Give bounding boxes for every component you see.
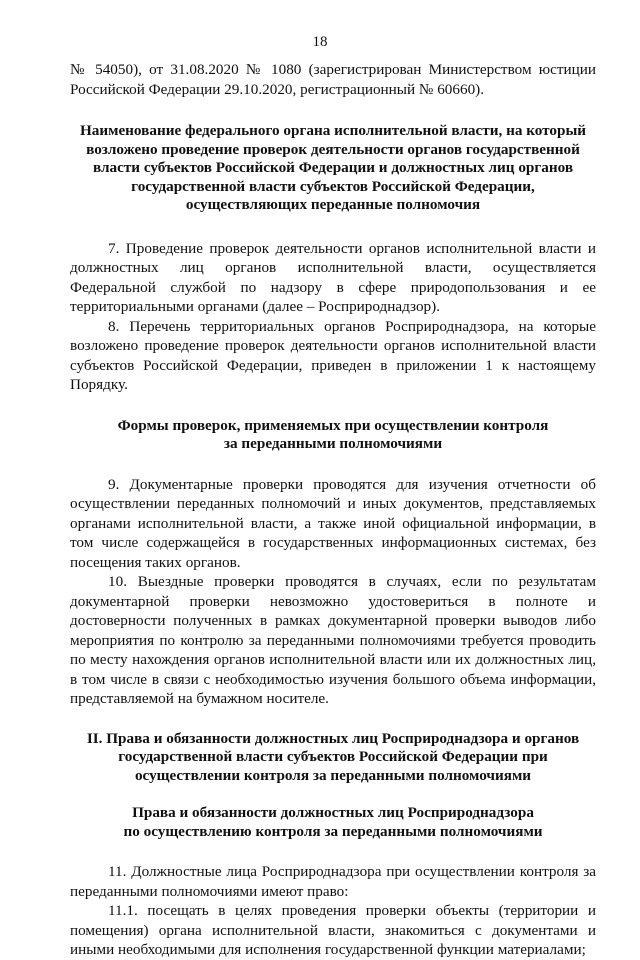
heading-rights-and-duties-line-2: по осуществлению контроля за переданными полномочиями <box>123 822 543 840</box>
document-body <box>70 60 596 960</box>
heading-federal-body <box>70 122 596 215</box>
paragraph-9: 9. Документарные проверки проводятся для изучения отчетности об осуществлении переданных полномочий и иных документов, представляемых органами исполнительной власти, а также иной официальной информации, в том числе содержащейся в государственных информационных системах, без посещения таких органов. <box>70 475 596 571</box>
heading-rights-and-duties-line-1: Права и обязанности должностных лиц Росприроднадзора <box>132 804 534 821</box>
page-number: 18 <box>312 34 328 50</box>
heading-inspection-forms-line-2: за переданными полномочиями <box>223 435 443 452</box>
heading-section-ii-line-2: государственной власти субъектов Российской Федерации при <box>118 748 548 765</box>
paragraph-11: 11. Должностные лица Росприроднадзора при осуществлении контроля за переданными полномочиями имеют право: <box>70 863 596 900</box>
heading-section-ii-line-1: II. Права и обязанности должностных лиц Росприроднадзора и органов <box>86 729 580 747</box>
paragraph-11-1: 11.1. посещать в целях проведения проверки объекты (территории и помещения) органа исполнительной власти, знакомиться с документами и иными необходимыми для исполнения государственной функции материалами; <box>70 902 596 958</box>
heading-section-ii-line-3: осуществлении контроля за переданными полномочиями <box>134 766 532 784</box>
heading-federal-body-line-4: государственной власти субъектов Российской Федерации, <box>131 177 535 195</box>
heading-rights-and-duties <box>70 804 596 841</box>
intro-paragraph: № 54050), от 31.08.2020 № 1080 (зарегистрирован Министерством юстиции Российской Федерации 29.10.2020, регистрационный № 60660). <box>70 61 596 98</box>
heading-federal-body-line-2: возложено проведение проверок деятельности органов государственной <box>86 140 580 158</box>
heading-inspection-forms-line-1: Формы проверок, применяемых при осуществлении контроля <box>117 416 549 434</box>
paragraph-10: 10. Выездные проверки проводятся в случаях, если по результатам документарной проверки невозможно удостовериться в полноте и достоверности полученных в рамках документарной проверки выводов либо мероприятия по контролю за переданными полномочиями требуется проводить по месту нахождения органов исполнительной власти или их должностных лиц, в том числе в связи с необходимостью изучения большого объема информации, представляемой на бумажном носителе. <box>70 573 596 707</box>
paragraph-7: 7. Проведение проверок деятельности органов исполнительной власти и должностных лиц органов исполнительной власти, осуществляется Федеральной службой по надзору в сфере природопользования и ее территориальными органами (далее – Росприроднадзор). <box>70 239 596 315</box>
heading-federal-body-line-3: власти субъектов Российской Федерации и должностных лиц органов <box>92 159 574 176</box>
heading-inspection-forms <box>70 417 596 454</box>
paragraph-8: 8. Перечень территориальных органов Росприроднадзора, на которые возложено проведение проверок деятельности органов исполнительной власти субъектов Российской Федерации, приведен в приложении 1 к настоящему Порядку. <box>70 317 596 393</box>
heading-section-ii <box>70 730 596 786</box>
heading-federal-body-line-1: Наименование федерального органа исполнительной власти, на который <box>79 122 587 139</box>
heading-federal-body-line-5: осуществляющих переданные полномочия <box>185 196 481 213</box>
